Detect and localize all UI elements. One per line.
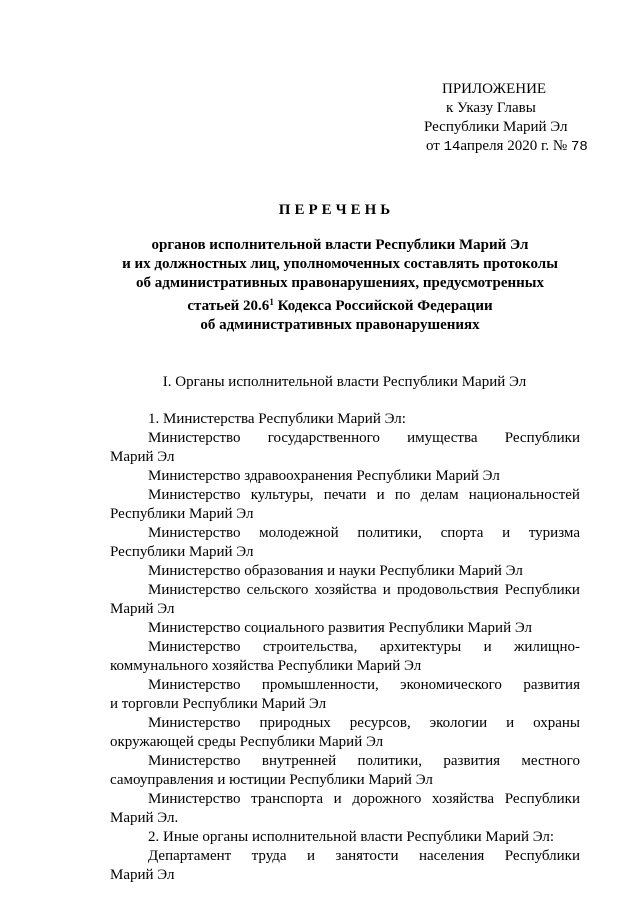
section-heading: I. Органы исполнительной власти Республики Марий Эл <box>162 374 527 390</box>
list-item <box>110 638 580 657</box>
list-item <box>110 581 580 600</box>
word: туризма <box>528 525 580 541</box>
word: Республики <box>504 848 580 864</box>
annex-day: 14 <box>443 139 461 155</box>
document-subtitle: органов исполнительной власти Республики Марий Эл и их должностных лиц, уполномоченных составлять протоколы об административных правонарушениях, предусмотренных статьей 20.6$^1$ Кодекса Российской Федерации об административных правонарушениях <box>122 237 558 333</box>
word: и <box>382 582 391 598</box>
word: архитектуры <box>379 639 462 655</box>
word: внутренней <box>261 753 337 769</box>
word: спорта <box>440 525 484 541</box>
list-item <box>110 486 580 505</box>
annex-header <box>424 80 624 157</box>
word: транспорта <box>251 791 323 807</box>
word: культуры, <box>250 487 314 503</box>
word: Министерство <box>148 525 241 541</box>
word: сельского <box>246 582 309 598</box>
list-item: Министерство социального развития Республики Марий Эл <box>148 620 533 636</box>
word: ресурсов, <box>349 715 411 731</box>
word: дорожного <box>352 791 422 807</box>
list-item <box>110 790 580 809</box>
word: развития <box>443 753 501 769</box>
list-item <box>110 429 580 448</box>
word: Республики <box>504 582 580 598</box>
word: жилищно- <box>513 639 580 655</box>
word: продовольствия <box>396 582 499 598</box>
word: делам <box>420 487 459 503</box>
list-item: Министерство здравоохранения Республики Марий Эл <box>148 468 500 484</box>
word: по <box>394 487 411 503</box>
annex-republic: Республики Марий Эл <box>424 119 568 135</box>
word: строительства, <box>262 639 358 655</box>
word: экономического <box>400 677 502 693</box>
annex-date-number: от 14апреля 2020 г. № 78 <box>426 138 588 155</box>
word: и <box>506 715 515 731</box>
word: и <box>307 848 316 864</box>
word: Министерство <box>148 715 241 731</box>
word: Министерство <box>148 487 241 503</box>
annex-label: ПРИЛОЖЕНИЕ <box>442 81 547 97</box>
word: Министерство <box>148 677 241 693</box>
word: Министерство <box>148 430 241 446</box>
word: промышленности, <box>261 677 379 693</box>
word: населения <box>418 848 485 864</box>
word: Республики <box>504 430 580 446</box>
word: и <box>333 791 342 807</box>
annex-decree-ref: к Указу Главы <box>446 100 536 116</box>
word: охраны <box>533 715 580 731</box>
word: местного <box>521 753 580 769</box>
word: Министерство <box>148 791 241 807</box>
list-item <box>110 524 580 543</box>
word: хозяйства <box>432 791 495 807</box>
word: молодежной <box>259 525 339 541</box>
list-item <box>110 714 580 733</box>
word: хозяйства <box>314 582 377 598</box>
word: государственного <box>267 430 380 446</box>
word: Департамент <box>148 848 232 864</box>
document-body: 1. Министерства Республики Марий Эл: Министерство государственного имущества Республики Марий Эл Министерство здравоохранения Республики Марий Эл Министерство культуры, печати и по делам национальностей Республики Марий Эл Министерство молодежной политики, спорта и туризма Республики Марий Эл Министерство образования и науки Республики Марий Эл Министерство сельского хозяйства и продовольствия Республики Марий Эл Министерство социального развития Республики Марий Эл Министерство строительства, архитектуры и жилищно- коммунального хозяйства Республики Марий Эл Министерство промышленности, экономического развития и торговли Республики Марий Эл Министерство природных ресурсов, экологии и охраны окружающей среды Республики Марий Эл Министерство внутренней политики, развития местного самоуправления и юстиции Республики Марий Эл Министерство транспорта и дорожного хозяйства Республики Марий Эл. 2. Иные органы исполнительной власти Республики Марий Эл: Департамент труда и занятости населения Республики Марий Эл <box>110 411 580 883</box>
word: национальностей <box>468 487 580 503</box>
word: Министерство <box>148 582 241 598</box>
word: труда <box>251 848 287 864</box>
word: политики, <box>357 525 422 541</box>
list-item <box>110 676 580 695</box>
word: экологии <box>429 715 488 731</box>
word: Министерство <box>148 639 241 655</box>
word: природных <box>259 715 331 731</box>
word: развития <box>523 677 580 693</box>
word: и <box>376 487 385 503</box>
list-heading-other-bodies: 2. Иные органы исполнительной власти Республики Марий Эл: <box>148 829 555 845</box>
word: политики, <box>357 753 422 769</box>
document-title: ПЕРЕЧЕНЬ <box>278 202 395 218</box>
list-heading-ministries: 1. Министерства Республики Марий Эл: <box>148 411 406 427</box>
word: и <box>502 525 511 541</box>
annex-number: 78 <box>570 139 588 155</box>
word: и <box>483 639 492 655</box>
list-item <box>110 847 580 866</box>
list-item: Министерство образования и науки Республики Марий Эл <box>148 563 523 579</box>
word: печати <box>323 487 367 503</box>
word: Республики <box>504 791 580 807</box>
word: занятости <box>335 848 399 864</box>
word: Министерство <box>148 753 241 769</box>
list-item <box>110 752 580 771</box>
word: имущества <box>407 430 478 446</box>
